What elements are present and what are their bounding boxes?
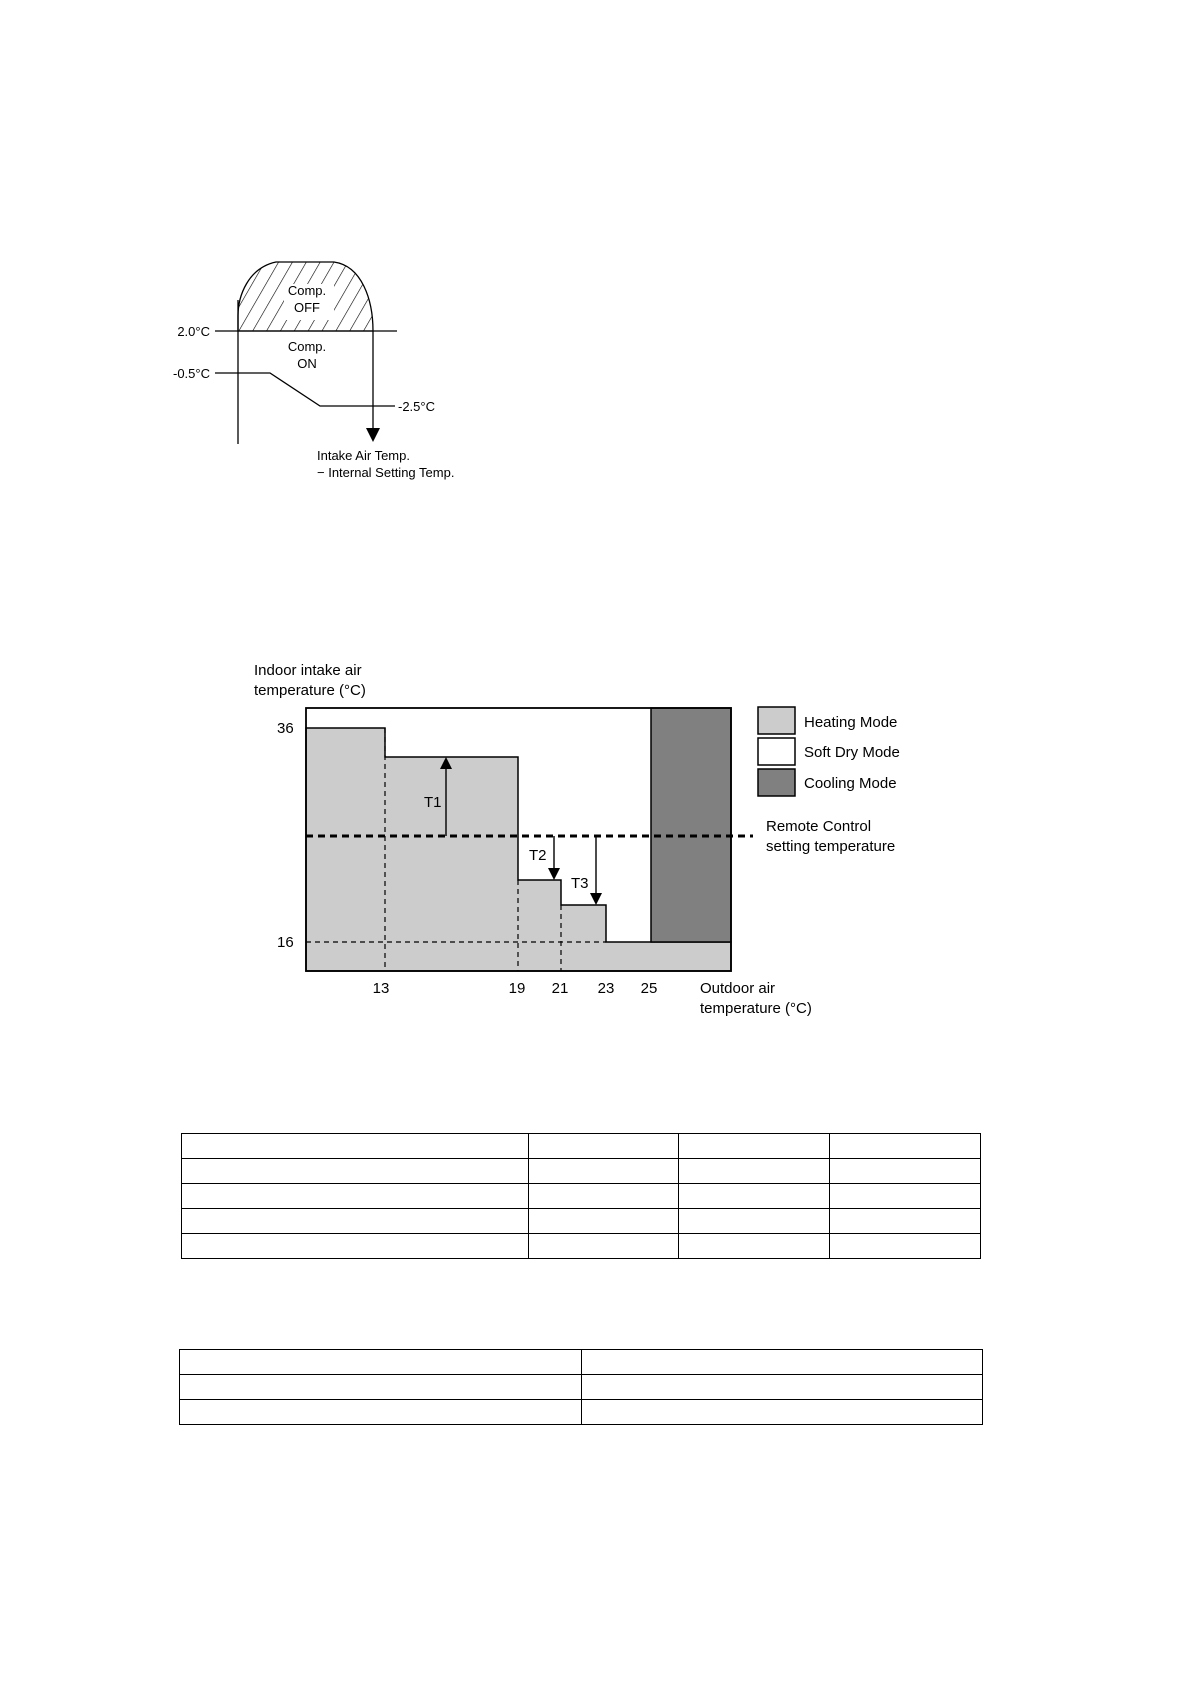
- x-tick-23: 23: [597, 980, 615, 997]
- mode-region-chart: [0, 620, 1190, 1040]
- table-cell: [182, 1209, 529, 1234]
- table-row: [182, 1184, 981, 1209]
- table-cell: [679, 1184, 830, 1209]
- x-tick-19: 19: [508, 980, 526, 997]
- x-axis-title-1: Outdoor air: [700, 980, 776, 997]
- threshold-neg25-label: -2.5°C: [398, 399, 435, 414]
- axis-label-2: − Internal Setting Temp.: [317, 465, 455, 480]
- t1-label: T1: [424, 794, 442, 811]
- legend-label-cooling: Cooling Mode: [804, 775, 897, 792]
- t2-label: T2: [529, 847, 547, 864]
- table-cell: [182, 1134, 529, 1159]
- compressor-control-diagram: [0, 0, 1190, 520]
- table-cell: [679, 1234, 830, 1259]
- table-row: [182, 1209, 981, 1234]
- table-cell: [180, 1375, 582, 1400]
- table-2: [179, 1349, 983, 1425]
- axis-label-1: Intake Air Temp.: [317, 448, 410, 463]
- y-axis-title-1: Indoor intake air: [254, 662, 362, 679]
- legend-swatch-soft-dry: [758, 738, 795, 765]
- table-cell: [679, 1134, 830, 1159]
- comp-on-label-1: Comp.: [287, 339, 327, 354]
- comp-off-label-2: OFF: [294, 300, 320, 315]
- legend-label-soft-dry: Soft Dry Mode: [804, 744, 900, 761]
- table-cell: [182, 1234, 529, 1259]
- table-row: [180, 1375, 983, 1400]
- y-tick-16: 16: [277, 934, 294, 951]
- t3-label: T3: [571, 875, 589, 892]
- table-cell: [528, 1209, 679, 1234]
- table-cell: [830, 1184, 981, 1209]
- table-cell: [528, 1134, 679, 1159]
- table-cell: [528, 1234, 679, 1259]
- legend-swatch-cooling: [758, 769, 795, 796]
- table-row: [182, 1134, 981, 1159]
- table-row: [182, 1159, 981, 1184]
- table-cell: [679, 1159, 830, 1184]
- table-row: [180, 1400, 983, 1425]
- cooling-region: [651, 708, 731, 942]
- t3-arrow-head: [590, 893, 602, 905]
- table-1: [181, 1133, 981, 1259]
- x-tick-21: 21: [551, 980, 569, 997]
- table-cell: [528, 1184, 679, 1209]
- table-cell: [581, 1375, 983, 1400]
- table-cell: [180, 1400, 582, 1425]
- comp-off-label-1: Comp.: [287, 283, 327, 298]
- t2-arrow-head: [548, 868, 560, 880]
- threshold-line-neg: [215, 373, 395, 406]
- table-cell: [180, 1350, 582, 1375]
- x-tick-25: 25: [640, 980, 658, 997]
- x-tick-13: 13: [372, 980, 390, 997]
- legend-label-heating: Heating Mode: [804, 714, 898, 731]
- x-axis-title-2: temperature (°C): [700, 1000, 812, 1017]
- y-tick-36: 36: [277, 720, 294, 737]
- comp-on-label-2: ON: [297, 356, 317, 371]
- table-row: [180, 1350, 983, 1375]
- table-cell: [528, 1159, 679, 1184]
- y-axis-title-2: temperature (°C): [254, 682, 366, 699]
- threshold-neg05-label: -0.5°C: [173, 366, 210, 381]
- setting-line-label-1: Remote Control: [766, 818, 872, 835]
- table-cell: [679, 1209, 830, 1234]
- table-cell: [830, 1159, 981, 1184]
- table-cell: [581, 1400, 983, 1425]
- table-cell: [830, 1234, 981, 1259]
- legend-swatch-heating: [758, 707, 795, 734]
- threshold-2-label: 2.0°C: [177, 324, 210, 339]
- down-arrow-head: [366, 428, 380, 442]
- setting-line-label-2: setting temperature: [766, 838, 896, 855]
- table-cell: [182, 1159, 529, 1184]
- table-cell: [581, 1350, 983, 1375]
- table-row: [182, 1234, 981, 1259]
- table-cell: [830, 1209, 981, 1234]
- table-cell: [830, 1134, 981, 1159]
- table-cell: [182, 1184, 529, 1209]
